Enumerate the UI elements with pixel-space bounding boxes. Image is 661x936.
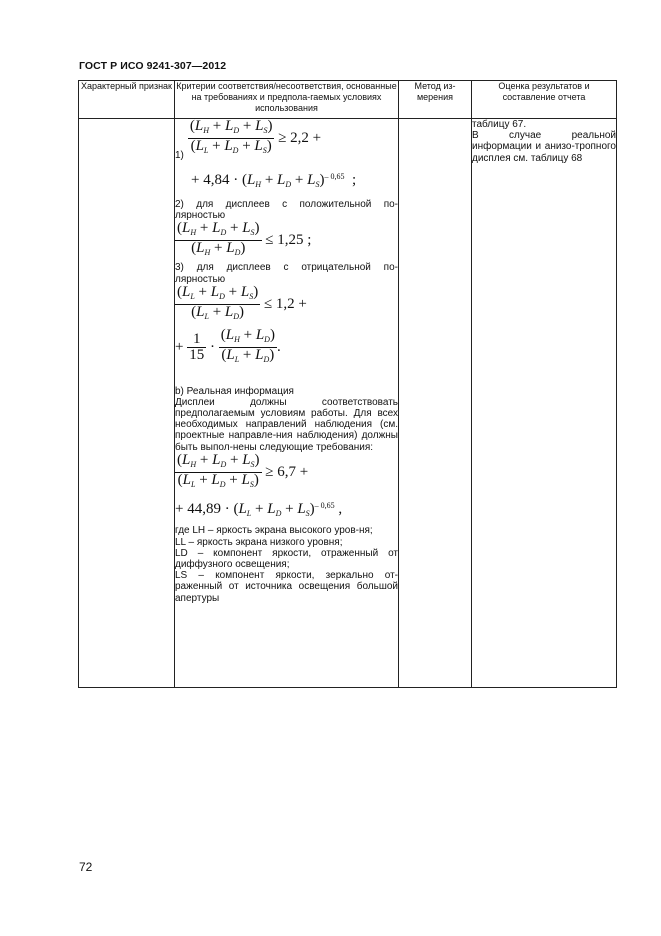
definition-ls: LS – компонент яркости, зеркально от-раженный от источника освещения большой апертуры (175, 570, 398, 604)
item-3-text: 3) для дисплеев с отрицательной по-лярностью (175, 262, 398, 285)
formula-3-line-2: + $\frac{1}{15}$ · $\frac{(L_H + L_D)}{(L_L + L_D)}$ . (175, 327, 281, 365)
method-cell (399, 119, 472, 688)
feature-cell (79, 119, 175, 688)
formula-3-coef-fraction: $\frac{1}{15}$ (189, 331, 205, 364)
formula-2-rhs: ≤ 1,25 ; (265, 232, 312, 249)
formula-3-rhs: ≤ 1,2 + (263, 295, 307, 312)
header-criteria: Критерии соответствия/несоответствия, основанные на требованиях и предпола-гаемых условиях использования (175, 81, 399, 119)
header-evaluation: Оценка результатов и составление отчета (472, 81, 617, 119)
definition-lh: где LH – яркость экрана высокого уров-ня; (175, 525, 373, 537)
formula-4-line-2: + $44,89 \cdot (L_L + L_D + L_S)^{- 0,65}$ , (175, 501, 343, 519)
table-row (79, 119, 617, 688)
evaluation-line-2: В случае реальной информации и анизо-тропного дисплея см. таблицу 68 (472, 130, 616, 164)
criteria-cell (175, 119, 399, 688)
table-header-row (79, 81, 617, 119)
formula-1-rhs: ≥ 2,2 + (278, 130, 322, 147)
formula-1-fraction: $\frac{(L_H + L_D + L_S)}{(L_L + L_D + L_S)}$ (189, 118, 273, 156)
formula-3 (175, 283, 398, 322)
formula-1 (175, 118, 398, 162)
formula-3-fraction: $\frac{(L_L + L_D + L_S)}{(L_L + L_D)}$ (177, 283, 259, 321)
section-b-title: b) Реальная информация (175, 385, 294, 397)
evaluation-cell (472, 119, 617, 688)
criteria-table (78, 80, 617, 688)
formula-4-rhs: ≥ 6,7 + (265, 463, 309, 480)
formula-4 (175, 451, 398, 490)
formula-2 (175, 219, 398, 258)
page-number: 72 (79, 860, 93, 874)
item-1-label: 1) (175, 150, 184, 162)
section-b-text: Дисплеи должны соответствовать предполагаемым условиям работы. Для всех необходимых направлений наблюдения (см. проектные направле-ния наблюдения) должны быть выпол-нены следующие требования: (175, 396, 398, 453)
document-title: ГОСТ Р ИСО 9241-307—2012 (79, 60, 227, 72)
formula-3-second-fraction: $\frac{(L_H + L_D)}{(L_L + L_D)}$ (220, 327, 275, 365)
evaluation-line-1: таблицу 67. (472, 119, 527, 130)
definition-ld: LD – компонент яркости, отраженный от диффузного освещения; (175, 547, 398, 571)
item-2-text: 2) для дисплеев с положительной по-лярностью (175, 198, 398, 221)
header-method: Метод из-мерения (399, 81, 472, 119)
definition-ll: LL – яркость экрана низкого уровня; (175, 536, 343, 548)
formula-2-fraction: $\frac{(L_H + L_D + L_S)}{(L_H + L_D)}$ (177, 219, 260, 258)
formula-4-fraction: $\frac{(L_H + L_D + L_S)}{(L_L + L_D + L_S)}$ (177, 451, 260, 489)
header-feature: Характерный признак (79, 81, 175, 119)
formula-1-line-2: + $4,84 \cdot (L_H + L_D + L_S)^{- 0,65}$ ; (191, 172, 357, 190)
